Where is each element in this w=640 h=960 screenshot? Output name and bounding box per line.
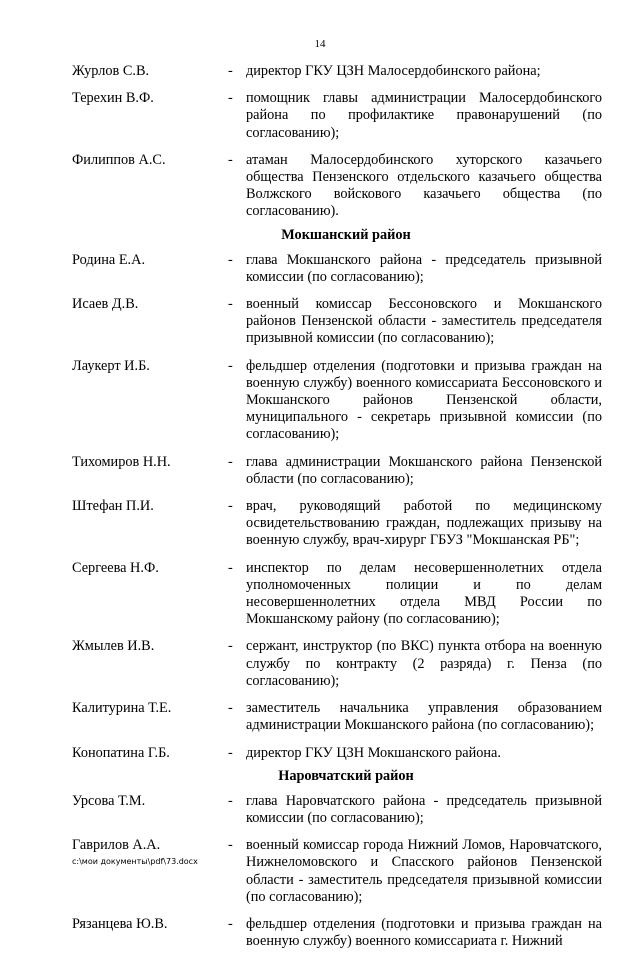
dash-separator: -	[228, 357, 233, 374]
dash-separator: -	[228, 638, 233, 655]
person-name: Гаврилов А.А.	[72, 837, 161, 854]
list-item	[72, 700, 602, 734]
document-body	[72, 63, 602, 960]
dash-separator: -	[228, 63, 233, 79]
dash-separator: -	[228, 837, 233, 854]
person-role: помощник главы администрации Малосердобинского района по профилактике правонарушений (по согласованию);	[246, 90, 602, 141]
dash-separator: -	[228, 559, 233, 576]
dash-separator: -	[228, 296, 233, 313]
dash-separator: -	[228, 498, 233, 515]
person-name: Тихомиров Н.Н.	[72, 453, 171, 470]
dash-separator: -	[228, 453, 233, 470]
person-role: директор ГКУ ЦЗН Мокшанского района.	[246, 744, 501, 761]
person-role: врач, руководящий работой по медицинскому освидетельствованию граждан, подлежащих призыву на военную службу, врач-хирург ГБУЗ "Мокшанская РБ";	[246, 498, 602, 549]
person-name: Родина Е.А.	[72, 251, 146, 268]
dash-separator: -	[228, 90, 233, 107]
list-item	[72, 252, 602, 286]
person-name: Рязанцева Ю.В.	[72, 915, 168, 932]
person-role: военный комиссар Бессоновского и Мокшанского районов Пензенской области - заместитель председателя призывной комиссии (по согласованию);	[246, 296, 602, 347]
person-role: фельдшер отделения (подготовки и призыва граждан на военную службу) военного комиссариата Бессоновского и Мокшанского районов Пензенской области, муниципального - секретарь призывной комиссии (по согласованию);	[246, 357, 602, 443]
person-role: военный комиссар города Нижний Ломов, Наровчатского, Нижнеломовского и Спасского районов Пензенской области - заместитель председателя призывной комиссии (по согласованию);	[246, 837, 602, 905]
person-role: инспектор по делам несовершеннолетних отдела уполномоченных полиции и по делам несовершеннолетних отдела МВД России по Мокшанскому району (по согласованию);	[246, 559, 602, 628]
person-name: Сергеева Н.Ф.	[72, 559, 159, 576]
person-role: глава Мокшанского района - председатель призывной комиссии (по согласованию);	[246, 251, 602, 285]
footer-file-path: c:\мои документы\pdf\73.docx	[72, 857, 198, 866]
person-role: сержант, инструктор (по ВКС) пункта отбора на военную службу по контракту (2 разряда) г. Пенза (по согласованию);	[246, 638, 602, 689]
dash-separator: -	[228, 251, 233, 268]
list-item	[72, 837, 602, 906]
person-role: атаман Малосердобинского хуторского казачьего общества Пензенского отдельского казачьего общества Волжского войскового казачьего общества (по согласованию).	[246, 151, 602, 220]
person-name: Урсова Т.М.	[72, 792, 146, 809]
dash-separator: -	[228, 700, 233, 717]
person-name: Терехин В.Ф.	[72, 90, 154, 107]
section-title-mokshan: Мокшанский район	[281, 226, 411, 243]
person-role: заместитель начальника управления образованием администрации Мокшанского района (по согласованию);	[246, 700, 602, 734]
person-name: Филиппов А.С.	[72, 151, 166, 168]
person-role: фельдшер отделения (подготовки и призыва граждан на военную службу) военного комиссариата г. Нижний	[246, 915, 602, 950]
person-name: Штефан П.И.	[72, 498, 154, 515]
section-title-narovchat: Наровчатский район	[278, 767, 414, 784]
list-item	[72, 152, 602, 221]
person-name: Исаев Д.В.	[72, 296, 139, 313]
list-item	[72, 90, 602, 142]
dash-separator: -	[228, 915, 233, 932]
list-item	[72, 638, 602, 690]
list-item	[72, 296, 602, 348]
person-name: Лаукерт И.Б.	[72, 357, 150, 374]
person-role: глава Наровчатского района - председатель призывной комиссии (по согласованию);	[246, 792, 602, 826]
list-item	[72, 498, 602, 550]
list-item	[72, 358, 602, 444]
page-number: 14	[314, 38, 326, 50]
dash-separator: -	[228, 744, 233, 761]
person-name: Калитурина Т.Е.	[72, 700, 172, 717]
list-item	[72, 454, 602, 488]
person-name: Конопатина Г.Б.	[72, 744, 170, 761]
list-item	[72, 560, 602, 629]
list-item	[72, 63, 602, 80]
dash-separator: -	[228, 792, 233, 809]
person-role: глава администрации Мокшанского района Пензенской области (по согласованию);	[246, 453, 602, 487]
list-item	[72, 916, 602, 950]
list-item	[72, 793, 602, 827]
person-name: Жмылев И.В.	[72, 638, 155, 655]
list-item	[72, 745, 602, 762]
person-role: директор ГКУ ЦЗН Малосердобинского района;	[246, 63, 541, 79]
dash-separator: -	[228, 151, 233, 168]
person-name: Журлов С.В.	[72, 63, 150, 79]
